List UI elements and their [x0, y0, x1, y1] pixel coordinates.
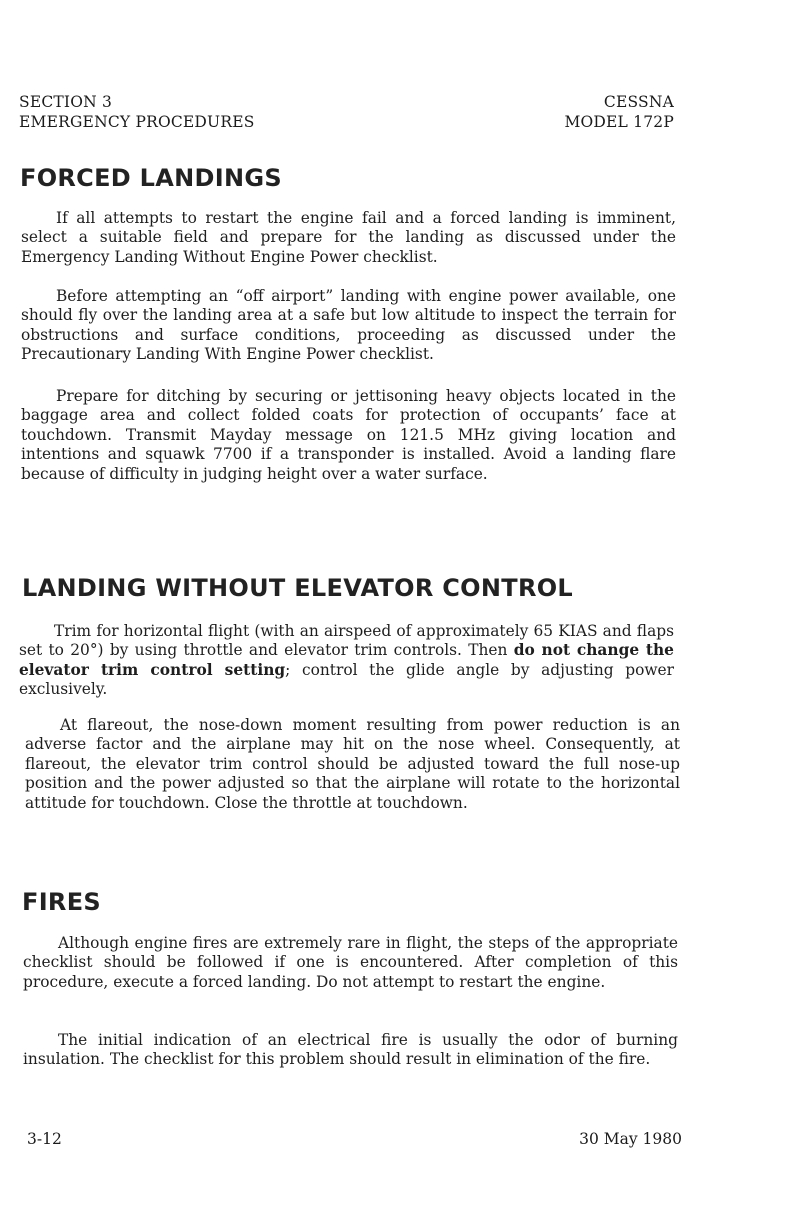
forced-landings-paragraph-3: Prepare for ditching by securing or jettisoning heavy objects located in the baggage area and collect folded coats for protection of occupants’ face at touchdown. Transmit Mayday message on 121.5 MHz giving location and intentions and squawk 7700 if a transponder is installed. Avoid a landing flare because of difficulty in judging height over a water surface. — [21, 387, 676, 483]
p1-warning-bold: do not change the elevator trim control setting — [19, 641, 674, 679]
fires-paragraph-2: The initial indication of an electrical fire is usually the odor of burning insulation. The checklist for this problem should result in elimination of the fire. — [23, 1031, 678, 1069]
forced-landings-paragraph-1: If all attempts to restart the engine fail and a forced landing is imminent, select a suitable field and prepare for the landing as discussed under the Emergency Landing Without Engine Power checklist. — [21, 209, 676, 266]
p1-text-start: Trim for horizontal flight (with an airspeed of approximately 65 KIAS and flaps set to 20°) by using throttle and elevator trim controls. Then — [19, 622, 674, 660]
forced-landings-heading: FORCED LANDINGS — [20, 164, 282, 192]
section-number: SECTION 3 — [19, 93, 113, 111]
section-title: EMERGENCY PROCEDURES — [19, 113, 255, 131]
section-header — [19, 92, 255, 132]
page-number: 3-12 — [27, 1130, 62, 1148]
landing-without-elevator-paragraph-2: At flareout, the nose-down moment resulting from power reduction is an adverse factor and the airplane may hit on the nose wheel. Consequently, at flareout, the elevator trim control should be adjusted toward the full nose-up position and the power adjusted so that the airplane will rotate to the horizontal attitude for touchdown. Close the throttle at touchdown. — [25, 716, 680, 812]
model-name: MODEL 172P — [564, 113, 674, 131]
fires-heading: FIRES — [22, 888, 101, 916]
landing-without-elevator-heading: LANDING WITHOUT ELEVATOR CONTROL — [22, 574, 574, 602]
forced-landings-paragraph-2: Before attempting an “off airport” landing with engine power available, one should fly over the landing area at a safe but low altitude to inspect the terrain for obstructions and surface conditions, proceeding as discussed under the Precautionary Landing With Engine Power checklist. — [21, 287, 676, 364]
landing-without-elevator-paragraph-1 — [19, 622, 674, 700]
revision-date: 30 May 1980 — [579, 1130, 682, 1148]
fires-paragraph-1: Although engine fires are extremely rare in flight, the steps of the appropriate checklist should be followed if one is encountered. After completion of this procedure, execute a forced landing. Do not attempt to restart the engine. — [23, 934, 678, 991]
brand-name: CESSNA — [603, 93, 674, 111]
p1-text-end: ; control the glide angle by adjusting power exclusively. — [19, 660, 675, 699]
model-header — [564, 92, 674, 132]
